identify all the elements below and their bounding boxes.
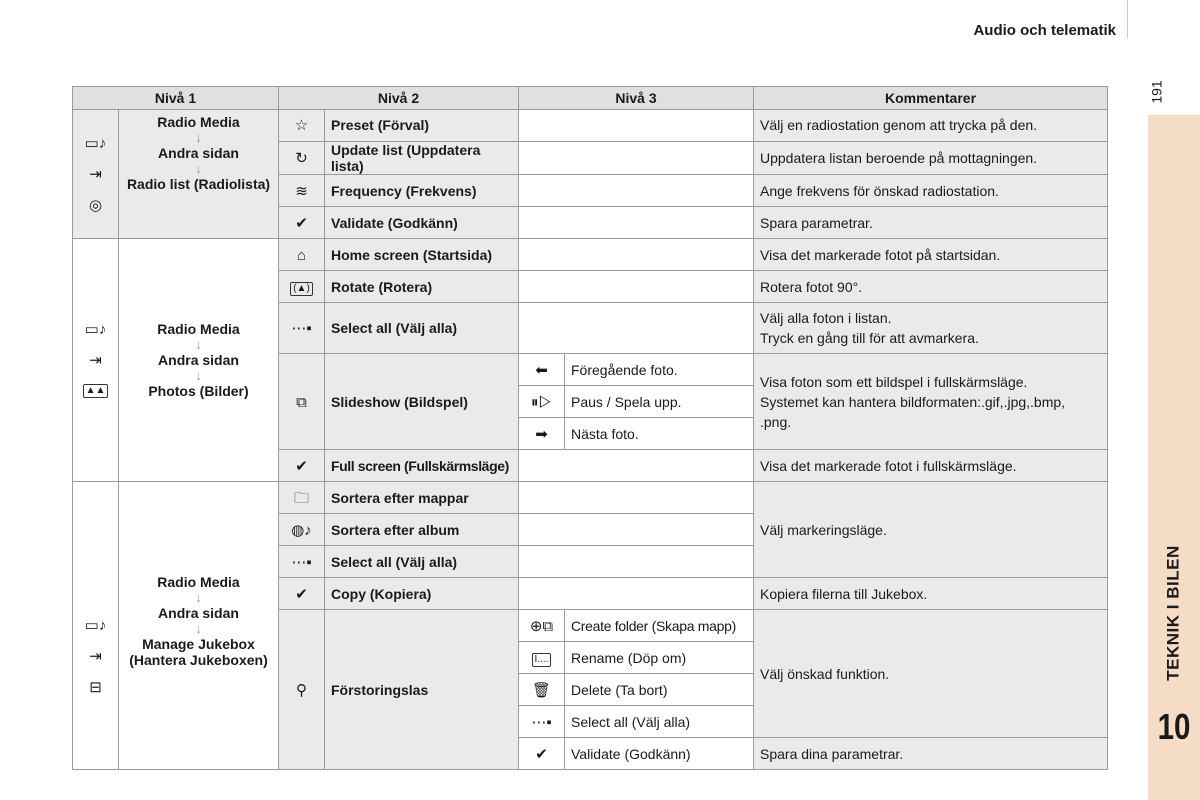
select-all-icon: ⋯▪ xyxy=(279,546,325,578)
comment-cell: Välj önskad funktion. xyxy=(754,610,1108,738)
comment-cell: Välj en radiostation genom att trycka på den. xyxy=(754,110,1108,142)
level3-label: Select all (Välj alla) xyxy=(565,706,754,738)
level2-label: Sortera efter mappar xyxy=(325,482,519,514)
level1-step: Andra sidan xyxy=(158,352,239,369)
arrow-down-icon: ↓ xyxy=(195,161,202,177)
comment-cell: Rotera fotot 90°. xyxy=(754,271,1108,303)
radio-media-icon: ▭♪ xyxy=(84,134,107,152)
arrow-left-icon: ⬅ xyxy=(519,354,565,386)
level2-label: Frequency (Frekvens) xyxy=(325,175,519,207)
check-icon: ✔ xyxy=(519,738,565,770)
magnifier-icon: ⚲ xyxy=(279,610,325,770)
jukebox-icon: ⊟ xyxy=(89,679,102,697)
check-icon: ✔ xyxy=(279,578,325,610)
level2-label: Copy (Kopiera) xyxy=(325,578,519,610)
table-row xyxy=(73,110,1108,142)
level2-label: Validate (Godkänn) xyxy=(325,207,519,239)
level1-icons xyxy=(73,482,119,770)
level1-step: Andra sidan xyxy=(158,145,239,162)
level1-step: Radio list (Radiolista) xyxy=(126,176,271,193)
other-page-icon: ⇥ xyxy=(89,352,102,370)
column-header-level1: Nivå 1 xyxy=(73,87,279,110)
check-icon: ✔ xyxy=(279,450,325,482)
arrow-down-icon: ↓ xyxy=(195,620,202,636)
table-row xyxy=(73,239,1108,271)
level1-path xyxy=(119,482,279,770)
table-row xyxy=(73,482,1108,514)
level1-step: Andra sidan xyxy=(158,604,239,621)
comment-cell: Ange frekvens för önskad radiostation. xyxy=(754,175,1108,207)
table-header-row xyxy=(73,87,1108,110)
pause-play-icon: ⏸▷ xyxy=(519,386,565,418)
photos-icon: ▲▲ xyxy=(83,384,109,398)
level3-label: Rename (Döp om) xyxy=(565,642,754,674)
column-header-level3: Nivå 3 xyxy=(519,87,754,110)
comment-line: Systemet kan hantera bildformaten:.gif,.jpg,.bmp, xyxy=(760,393,1066,410)
level3-label: Delete (Ta bort) xyxy=(565,674,754,706)
update-icon: ↻ xyxy=(279,142,325,175)
home-screen-icon: ⌂ xyxy=(279,239,325,271)
level2-label: Rotate (Rotera) xyxy=(325,271,519,303)
arrow-down-icon: ↓ xyxy=(195,368,202,384)
column-header-level2: Nivå 2 xyxy=(279,87,519,110)
level2-label: Förstoringslas xyxy=(325,610,519,770)
header-rule xyxy=(1127,0,1128,38)
level2-label: Preset (Förval) xyxy=(325,110,519,142)
page-header-title: Audio och telematik xyxy=(973,22,1116,39)
radio-media-icon: ▭♪ xyxy=(84,617,107,635)
comment-line: Visa foton som ett bildspel i fullskärmsläge. xyxy=(760,373,1028,390)
level2-label: Select all (Välj alla) xyxy=(325,303,519,354)
check-icon: ✔ xyxy=(279,207,325,239)
comment-line: .png. xyxy=(760,413,792,430)
arrow-down-icon: ↓ xyxy=(195,589,202,605)
level2-label: Sortera efter album xyxy=(325,514,519,546)
arrow-down-icon: ↓ xyxy=(195,130,202,146)
frequency-icon: ≋ xyxy=(279,175,325,207)
select-all-icon: ⋯▪ xyxy=(519,706,565,738)
radio-media-icon: ▭♪ xyxy=(84,321,107,339)
comment-cell: Kopiera filerna till Jukebox. xyxy=(754,578,1108,610)
radio-list-icon: ◎ xyxy=(88,196,103,214)
chapter-label: TEKNIK I BILEN xyxy=(1164,544,1184,681)
create-folder-icon: ⊕⧉ xyxy=(519,610,565,642)
column-header-comments: Kommentarer xyxy=(754,87,1108,110)
level3-label: Föregående foto. xyxy=(565,354,754,386)
level1-step: Radio Media xyxy=(157,321,240,338)
level1-icons xyxy=(73,239,119,482)
rotate-icon: (▲) xyxy=(279,271,325,303)
level3-label: Paus / Spela upp. xyxy=(565,386,754,418)
comment-line: Välj alla foton i listan. xyxy=(760,310,892,327)
level1-icons xyxy=(73,110,119,239)
level2-label: Home screen (Startsida) xyxy=(325,239,519,271)
level2-label: Full screen (Fullskärmsläge) xyxy=(325,450,519,482)
comment-cell: Uppdatera listan beroende på mottagningen. xyxy=(754,142,1108,175)
comment-cell: Visa det markerade fotot i fullskärmsläge. xyxy=(754,450,1108,482)
comment-cell: Visa det markerade fotot på startsidan. xyxy=(754,239,1108,271)
level3-label: Validate (Godkänn) xyxy=(565,738,754,770)
chapter-tab xyxy=(1148,115,1200,800)
delete-icon: 🗑 xyxy=(519,674,565,706)
folder-icon: 🗀 xyxy=(279,482,325,514)
level2-label: Select all (Välj alla) xyxy=(325,546,519,578)
comment-line: Tryck en gång till för att avmarkera. xyxy=(760,330,979,347)
chapter-number: 10 xyxy=(1157,706,1191,747)
level1-step: Radio Media xyxy=(157,114,240,130)
level1-path xyxy=(119,239,279,482)
rename-icon: I.... xyxy=(519,642,565,674)
other-page-icon: ⇥ xyxy=(89,648,102,666)
slideshow-icon: ⧉ xyxy=(279,354,325,450)
arrow-right-icon: ➡ xyxy=(519,418,565,450)
level3-label: Create folder (Skapa mapp) xyxy=(565,610,754,642)
page-number: 191 xyxy=(1149,80,1166,104)
arrow-down-icon: ↓ xyxy=(195,337,202,353)
comment-cell: Spara parametrar. xyxy=(754,207,1108,239)
level2-label: Slideshow (Bildspel) xyxy=(325,354,519,450)
level3-label: Nästa foto. xyxy=(565,418,754,450)
level1-path xyxy=(119,110,279,239)
level2-label: Update list (Uppdatera lista) xyxy=(325,142,519,175)
other-page-icon: ⇥ xyxy=(89,165,102,183)
select-all-icon: ⋯▪ xyxy=(279,303,325,354)
preset-icon: ☆ xyxy=(279,110,325,142)
comment-cell xyxy=(754,303,1108,354)
album-icon: ◍♪ xyxy=(279,514,325,546)
comment-cell xyxy=(754,354,1108,450)
menu-table xyxy=(72,86,1108,770)
comment-cell: Välj markeringsläge. xyxy=(754,482,1108,578)
comment-cell: Spara dina parametrar. xyxy=(754,738,1108,770)
level1-step: Photos (Bilder) xyxy=(148,383,249,400)
level1-step: Radio Media xyxy=(157,573,240,590)
level1-step: Manage Jukebox (Hantera Jukeboxen) xyxy=(129,635,268,668)
